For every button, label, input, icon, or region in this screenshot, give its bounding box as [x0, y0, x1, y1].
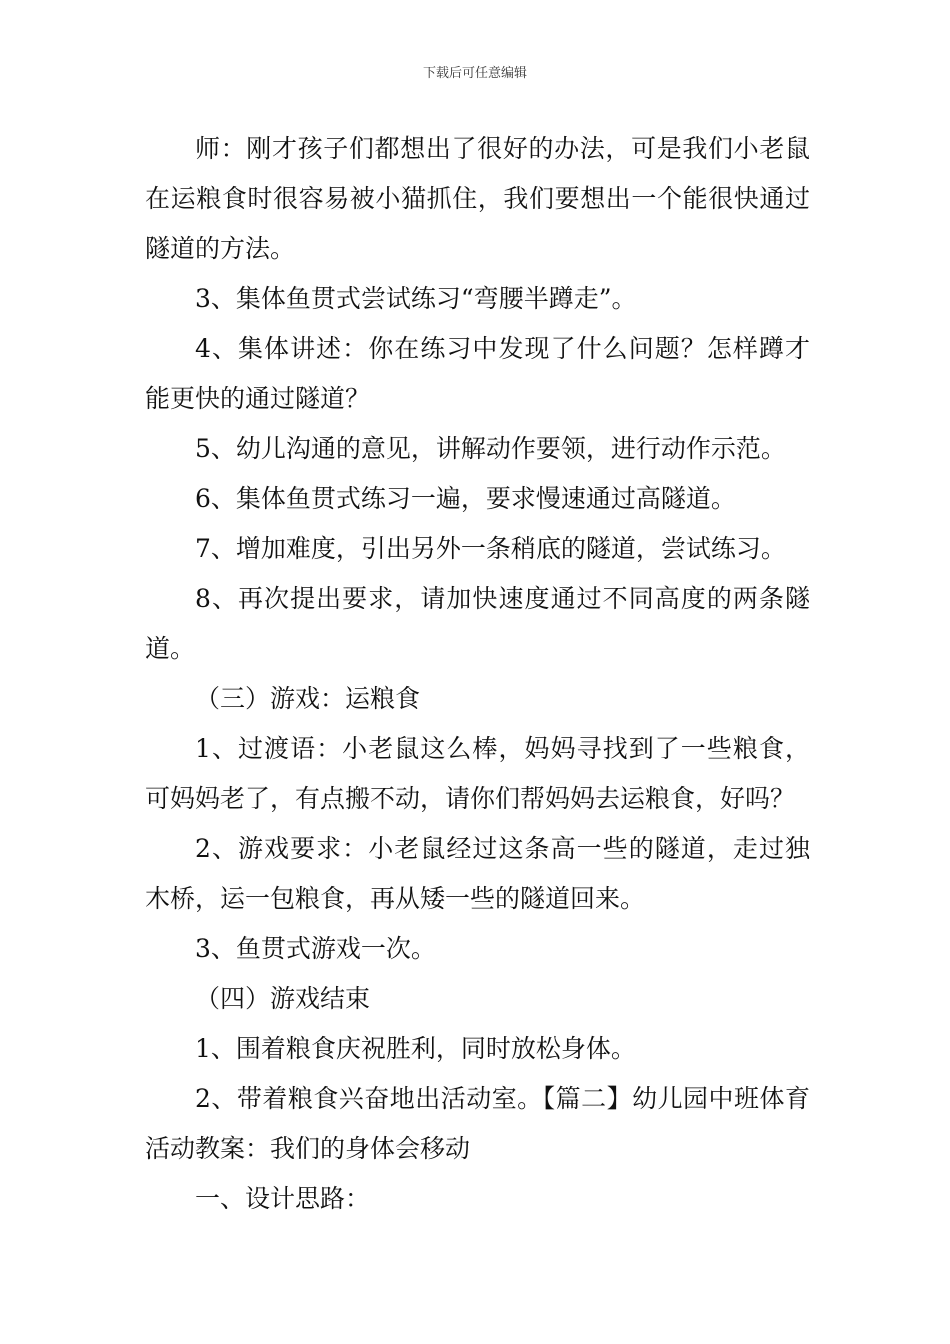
paragraph: 2、带着粮食兴奋地出活动室。【篇二】幼儿园中班体育活动教案：我们的身体会移动 — [145, 1084, 810, 1163]
paragraph: 6、集体鱼贯式练习一遍，要求慢速通过高隧道。 — [195, 484, 736, 513]
section-heading: 一、设计思路： — [195, 1184, 371, 1213]
page-header: 下载后可任意编辑 — [422, 66, 527, 81]
paragraph: 1、过渡语：小老鼠这么棒，妈妈寻找到了一些粮食，可妈妈老了，有点搬不动，请你们帮妈妈去运粮食，好吗？ — [145, 734, 810, 813]
paragraph: 8、再次提出要求，请加快速度通过不同高度的两条隧道。 — [145, 584, 810, 663]
section-heading: （三）游戏：运粮食 — [195, 684, 421, 713]
paragraph: 3、鱼贯式游戏一次。 — [195, 934, 436, 963]
paragraph: 师：刚才孩子们都想出了很好的办法，可是我们小老鼠在运粮食时很容易被小猫抓住，我们要想出一个能很快通过隧道的方法。 — [145, 134, 810, 263]
section-heading: （四）游戏结束 — [195, 984, 371, 1013]
paragraph: 1、围着粮食庆祝胜利，同时放松身体。 — [195, 1034, 636, 1063]
paragraph: 5、幼儿沟通的意见，讲解动作要领，进行动作示范。 — [195, 434, 786, 463]
paragraph: 4、集体讲述：你在练习中发现了什么问题？怎样蹲才能更快的通过隧道？ — [145, 334, 810, 413]
paragraph: 3、集体鱼贯式尝试练习“弯腰半蹲走”。 — [195, 284, 637, 313]
paragraph: 7、增加难度，引出另外一条稍底的隧道，尝试练习。 — [195, 534, 786, 563]
document-body — [145, 124, 810, 1224]
paragraph: 2、游戏要求：小老鼠经过这条高一些的隧道，走过独木桥，运一包粮食，再从矮一些的隧道回来。 — [145, 834, 810, 913]
